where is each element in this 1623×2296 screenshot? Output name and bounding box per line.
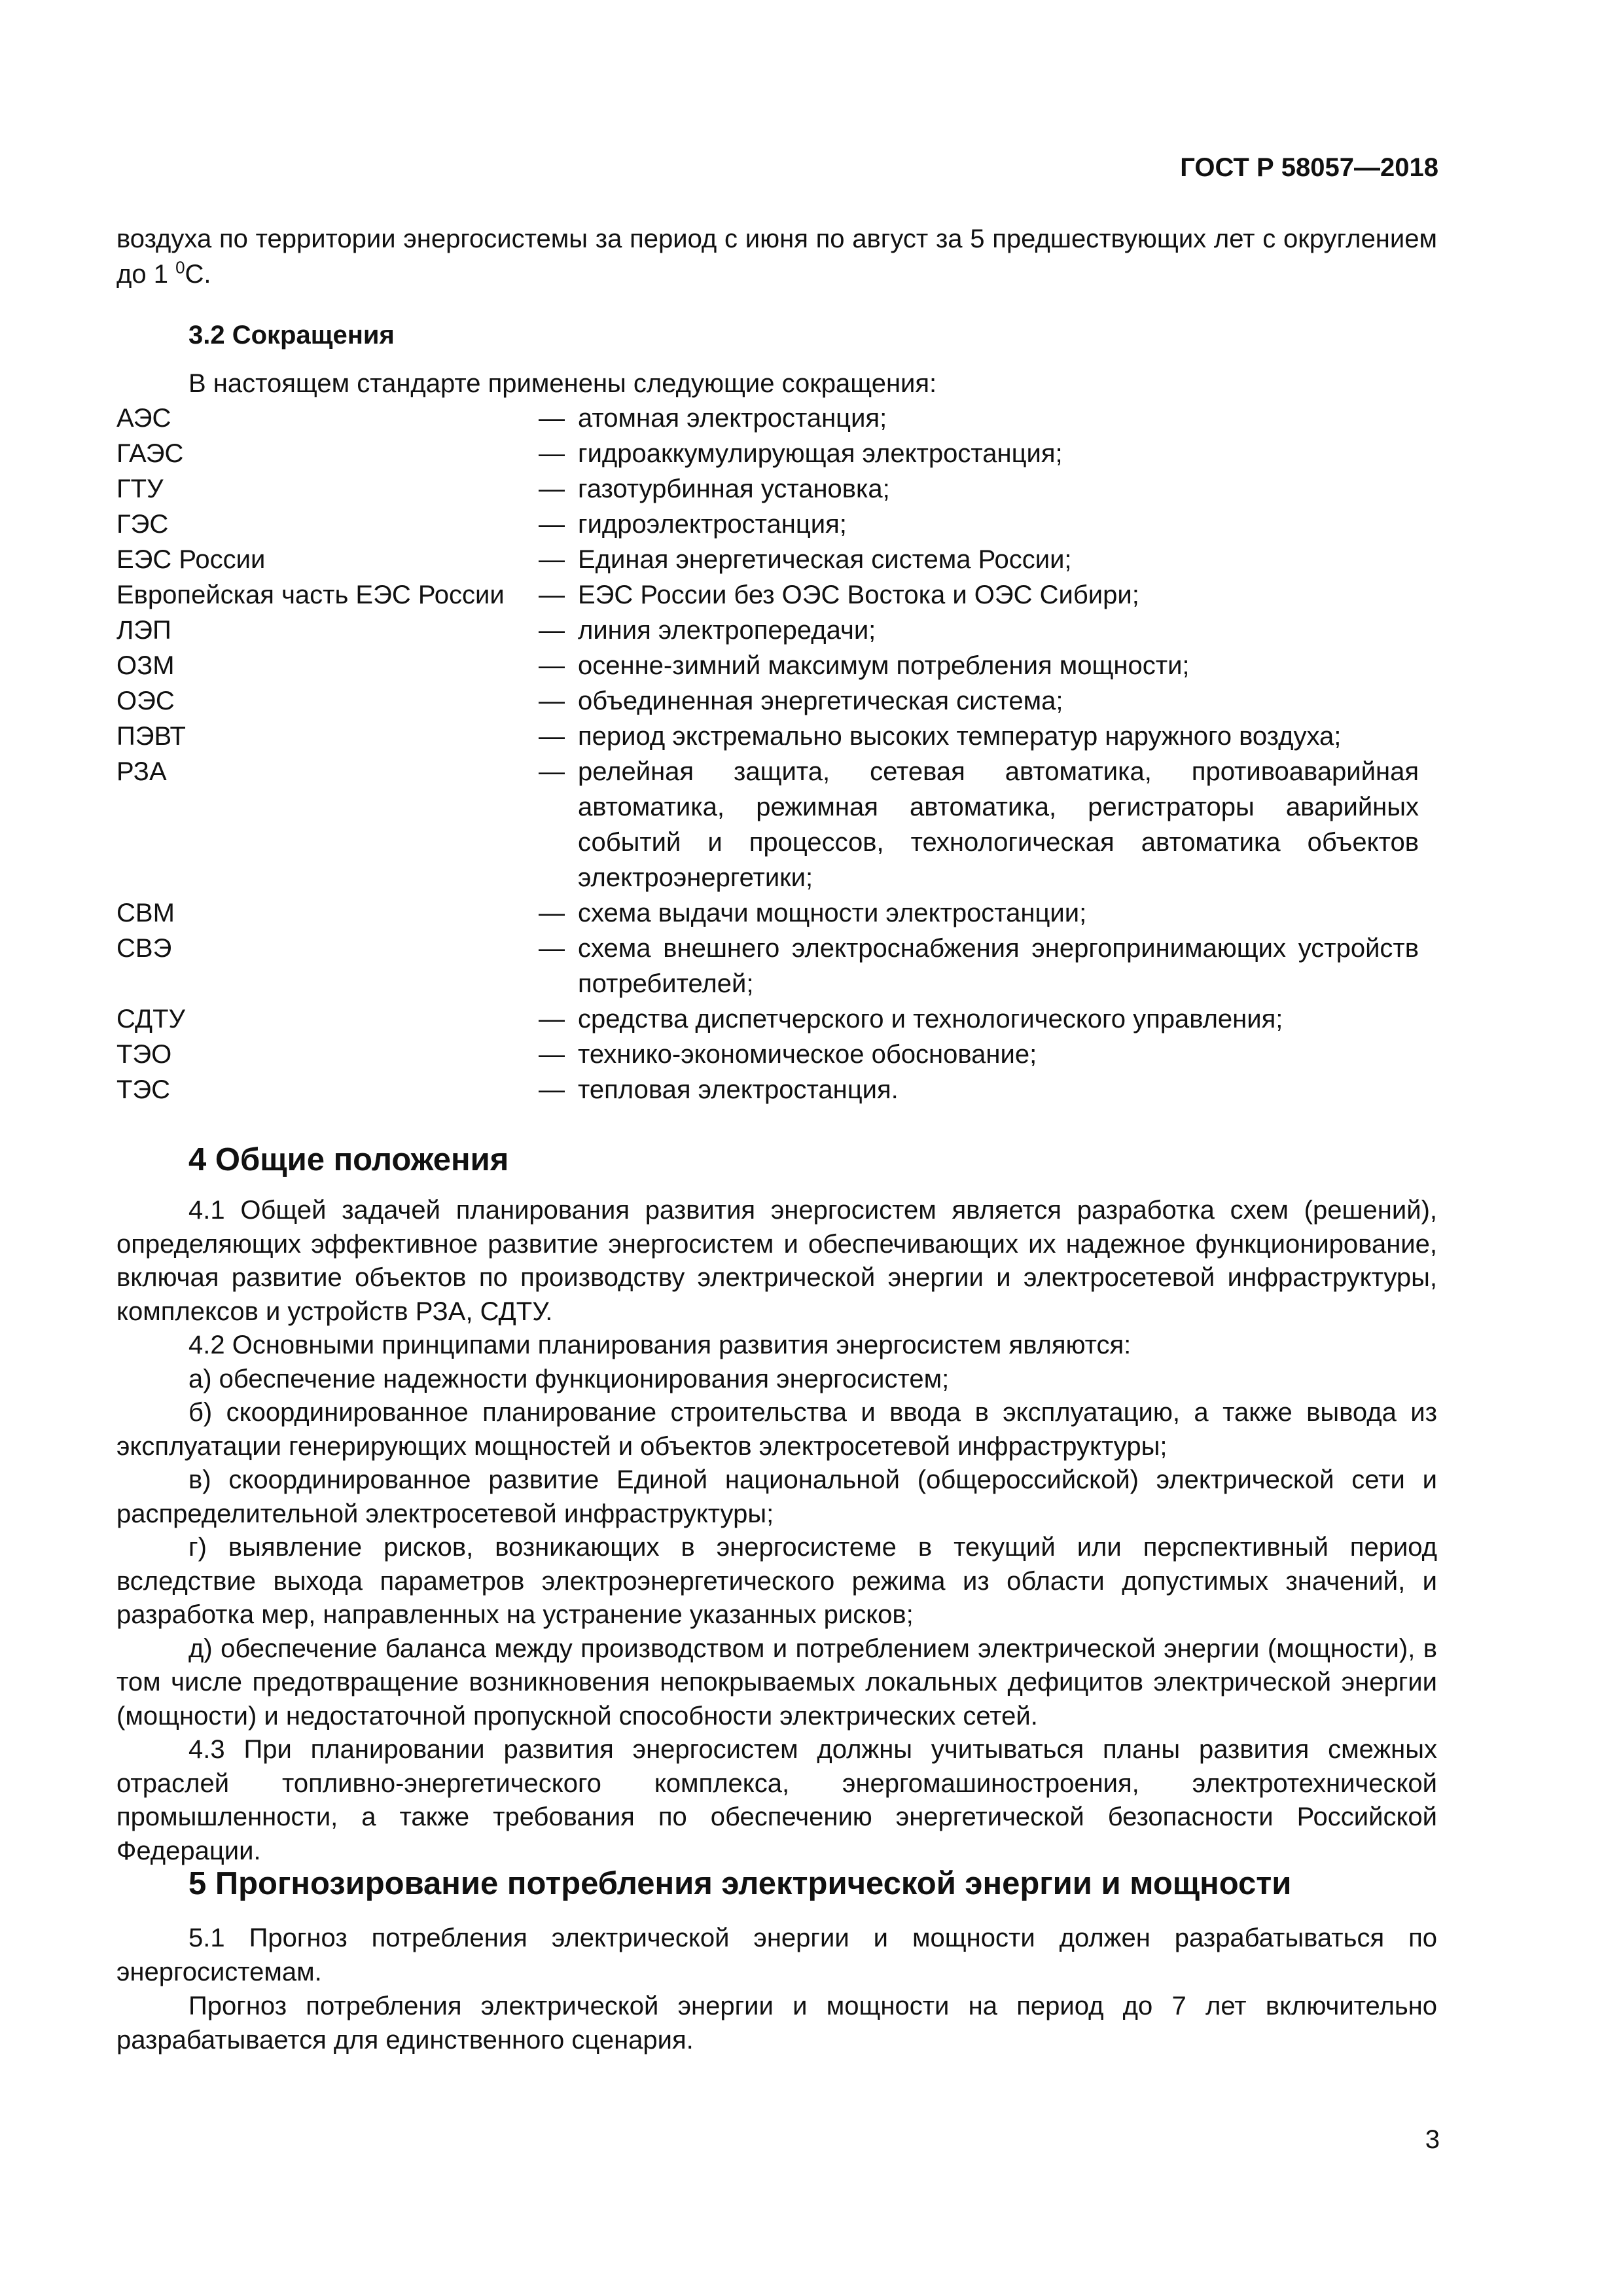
abbreviation-term: ОЭС xyxy=(116,687,175,715)
abbreviation-dash: — xyxy=(539,651,565,680)
subsection-heading-3-2: 3.2 Сокращения xyxy=(188,321,395,350)
abbreviation-definition: объединенная энергетическая система; xyxy=(578,687,1063,715)
abbreviation-term: РЗА xyxy=(116,757,167,786)
paragraph-5-1-cont: Прогноз потребления электрической энергии и мощности на период до 7 лет включительно разрабатывается для единственного сценария. xyxy=(116,1992,1437,2054)
abbreviation-definition: газотурбинная установка; xyxy=(578,475,890,503)
abbreviation-row xyxy=(116,613,1438,648)
list-item-a: а) обеспечение надежности функционирования энергосистем; xyxy=(188,1364,950,1393)
section-5-body xyxy=(116,1921,1437,2057)
section-4-body xyxy=(116,1194,1437,1868)
abbreviation-definition: гидроэлектростанция; xyxy=(578,510,847,539)
abbreviation-term: ОЗМ xyxy=(116,651,175,680)
abbreviation-dash: — xyxy=(539,545,565,574)
abbreviation-row xyxy=(116,1072,1438,1107)
abbreviation-dash: — xyxy=(539,934,565,963)
abbreviation-row xyxy=(116,1037,1438,1072)
abbreviation-term: ТЭО xyxy=(116,1040,172,1069)
abbreviation-row xyxy=(116,401,1438,436)
degree-superscript: 0 xyxy=(175,257,185,278)
abbreviation-definition: средства диспетчерского и технологического управления; xyxy=(578,1005,1283,1033)
abbreviation-definition: технико-экономическое обоснование; xyxy=(578,1040,1037,1069)
section-heading-5: 5 Прогнозирование потребления электрической энергии и мощности xyxy=(188,1866,1292,1901)
paragraph-5-1: 5.1 Прогноз потребления электрической энергии и мощности должен разрабатываться по энергосистемам. xyxy=(116,1924,1437,1986)
abbreviation-row xyxy=(116,683,1438,719)
abbreviation-dash: — xyxy=(539,722,565,751)
abbreviation-row xyxy=(116,542,1438,577)
abbreviation-row xyxy=(116,648,1438,683)
abbreviation-row xyxy=(116,577,1438,613)
abbreviation-dash: — xyxy=(539,1040,565,1069)
abbreviation-dash: — xyxy=(539,687,565,715)
abbreviation-dash: — xyxy=(539,1075,565,1104)
abbreviation-definition: линия электропередачи; xyxy=(578,616,876,645)
abbreviation-definition: осенне-зимний максимум потребления мощности; xyxy=(578,651,1190,680)
intro-text: воздуха по территории энергосистемы за период с июня по август за 5 предшествующих лет с округлением до 1 xyxy=(116,224,1437,289)
abbreviation-dash: — xyxy=(539,404,565,433)
list-item-b: б) скоординированное планирование строительства и ввода в эксплуатацию, а также вывода из эксплуатации генерирующих мощностей и объектов электросетевой инфраструктуры; xyxy=(116,1398,1437,1461)
list-item-d: д) обеспечение баланса между производством и потреблением электрической энергии (мощности), в том числе предотвращение возникновения непокрываемых локальных дефицитов электрической энергии (мощности) и недостаточной пропускной способности электрических сетей. xyxy=(116,1634,1437,1731)
paragraph-4-1: 4.1 Общей задачей планирования развития энергосистем является разработка схем (решений), определяющих эффективное развитие энергосистем и обеспечивающих их надежное функционирование, включая развитие объектов по производству электрической энергии и электросетевой инфраструктуры, комплексов и устройств РЗА, СДТУ. xyxy=(116,1196,1437,1326)
document-code: ГОСТ Р 58057—2018 xyxy=(1180,153,1438,182)
intro-paragraph xyxy=(116,221,1437,292)
abbreviation-definition: схема внешнего электроснабжения энергопринимающих устройств потребителей; xyxy=(578,934,1419,998)
abbreviation-definition: Единая энергетическая система России; xyxy=(578,545,1072,574)
abbreviation-term: ГАЭС xyxy=(116,439,184,468)
paragraph-4-3: 4.3 При планировании развития энергосистем должны учитываться планы развития смежных отраслей топливно-энергетического комплекса, энергомашиностроения, электротехнической промышленности, а также требования по обеспечению энергетической безопасности Российской Федерации. xyxy=(116,1735,1437,1865)
abbreviation-term: Европейская часть ЕЭС России xyxy=(116,581,505,609)
abbreviation-definition: ЕЭС России без ОЭС Востока и ОЭС Сибири; xyxy=(578,581,1139,609)
abbreviations-list xyxy=(116,401,1438,1107)
abbreviation-row xyxy=(116,436,1438,471)
abbreviation-row xyxy=(116,931,1438,1001)
abbreviation-definition: тепловая электростанция. xyxy=(578,1075,899,1104)
abbreviation-term: СВЭ xyxy=(116,934,172,963)
abbreviation-definition: схема выдачи мощности электростанции; xyxy=(578,899,1087,927)
abbreviation-term: ПЭВТ xyxy=(116,722,186,751)
list-item-g: г) выявление рисков, возникающих в энергосистеме в текущий или перспективный период вследствие выхода параметров электроэнергетического режима из области допустимых значений, и разработка мер, направленных на устранение указанных рисков; xyxy=(116,1533,1437,1629)
abbreviation-definition: релейная защита, сетевая автоматика, противоаварийная автоматика, режимная автоматика, регистраторы аварийных событий и процессов, технологическая автоматика объектов электроэнергетики; xyxy=(578,757,1419,892)
abbreviation-dash: — xyxy=(539,581,565,609)
abbreviation-dash: — xyxy=(539,475,565,503)
abbreviation-dash: — xyxy=(539,510,565,539)
section-heading-4: 4 Общие положения xyxy=(188,1142,509,1177)
abbreviation-dash: — xyxy=(539,899,565,927)
abbreviation-row xyxy=(116,507,1438,542)
abbreviation-dash: — xyxy=(539,616,565,645)
intro-text-end: C. xyxy=(185,260,211,289)
abbreviation-term: СВМ xyxy=(116,899,175,927)
abbreviation-term: ГТУ xyxy=(116,475,164,503)
abbreviation-dash: — xyxy=(539,757,565,786)
abbreviations-intro: В настоящем стандарте применены следующие сокращения: xyxy=(188,369,937,398)
abbreviation-term: АЭС xyxy=(116,404,171,433)
abbreviation-term: ГЭС xyxy=(116,510,169,539)
abbreviation-definition: гидроаккумулирующая электростанция; xyxy=(578,439,1063,468)
abbreviation-row xyxy=(116,1001,1438,1037)
abbreviation-dash: — xyxy=(539,1005,565,1033)
abbreviation-term: ЕЭС России xyxy=(116,545,266,574)
abbreviation-term: СДТУ xyxy=(116,1005,185,1033)
abbreviation-term: ТЭС xyxy=(116,1075,171,1104)
paragraph-4-2: 4.2 Основными принципами планирования развития энергосистем являются: xyxy=(188,1331,1132,1359)
abbreviation-row xyxy=(116,719,1438,754)
abbreviation-row xyxy=(116,754,1438,895)
abbreviation-definition: период экстремально высоких температур наружного воздуха; xyxy=(578,722,1342,751)
list-item-v: в) скоординированное развитие Единой национальной (общероссийской) электрической сети и распределительной электросетевой инфраструктуры; xyxy=(116,1465,1437,1528)
abbreviation-definition: атомная электростанция; xyxy=(578,404,887,433)
page-number: 3 xyxy=(1425,2125,1440,2154)
abbreviation-dash: — xyxy=(539,439,565,468)
abbreviation-row xyxy=(116,471,1438,507)
abbreviation-row xyxy=(116,895,1438,931)
abbreviation-term: ЛЭП xyxy=(116,616,171,645)
